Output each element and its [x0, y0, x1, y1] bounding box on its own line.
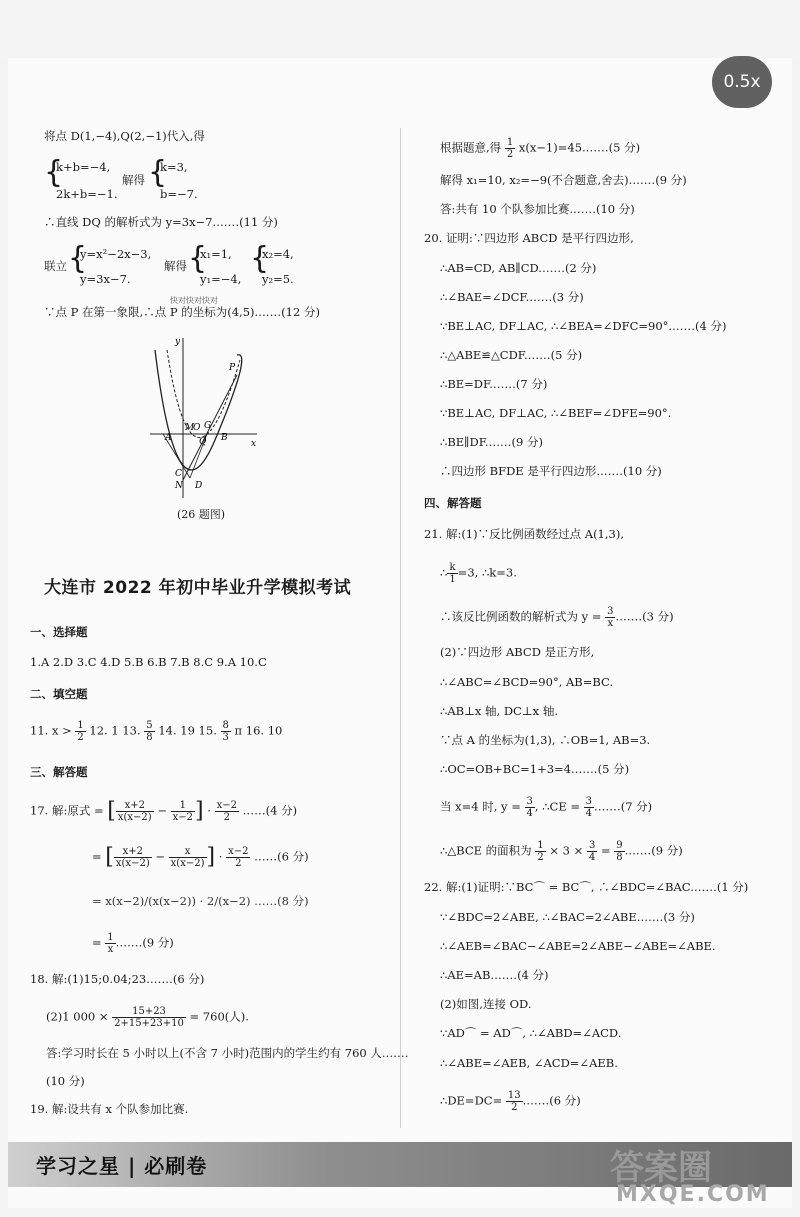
answer-line: ∴四边形 BFDE 是平行四边形.……(10 分) [440, 464, 662, 478]
equation: k+b=−4, [56, 160, 111, 174]
answer-line: ∴∠BAE=∠DCF.……(3 分) [440, 290, 584, 304]
fraction: $\frac{1}{x}$ [107, 932, 114, 955]
fill-item: 12. 1 13. [89, 723, 141, 738]
answer-line: 20. 证明:∵四边形 ABCD 是平行四边形, [424, 231, 634, 245]
equation: y₂=5. [262, 272, 294, 286]
answer-line: 18. 解:(1)15;0.04;23.……(6 分) [30, 972, 205, 986]
answer-line: ∴该反比例函数的解析式为 y = $\frac{3}{x}$ .……(3 分) [440, 606, 674, 629]
answer-line: ∵BE⊥AC, DF⊥AC, ∴∠BEF=∠DFE=90°. [440, 406, 672, 420]
label-y: y [175, 337, 181, 347]
fill-item: 11. x > [30, 723, 72, 738]
text-line: ∵点 P 在第一象限,∴点 P 的坐标为(4,5).……(12 分) [44, 305, 320, 319]
equation: y₁=−4, [200, 272, 242, 286]
fill-item: π 16. 10 [234, 723, 283, 738]
watermark-brand: 答案圈 [610, 1148, 712, 1188]
text-line: ∴直线 DQ 的解析式为 y=3x−7.……(11 分) [44, 215, 278, 229]
text-label: 解得 [122, 173, 145, 187]
fraction: $\frac{x-2}{2}$ [216, 800, 237, 823]
fraction: $\frac{3}{4}$ [526, 796, 533, 819]
fraction: $\frac{x-2}{2}$ [228, 846, 249, 869]
label-N: N [175, 481, 183, 491]
fraction: $\frac{3}{4}$ [585, 796, 593, 819]
fraction: $\frac{k}{1}$ [449, 562, 456, 585]
label-A: A [165, 433, 172, 443]
answer-line: (2)如图,连接 OD. [440, 997, 532, 1011]
answer-line: 21. 解:(1)∵反比例函数经过点 A(1,3), [424, 527, 624, 541]
equation: b=−7. [160, 187, 198, 201]
fraction: $\frac{9}{8}$ [616, 840, 623, 863]
text-line: 将点 D(1,−4),Q(2,−1)代入,得 [44, 129, 205, 143]
watermark-site: MXQE.COM [616, 1182, 770, 1207]
fraction: $\frac{3}{x}$ [607, 606, 614, 629]
answer-line: ∴ $\frac{k}{1}$ =3, ∴k=3. [440, 562, 517, 585]
answer-line: 17. 解:原式 = [ $\frac{x+2}{x(x-2)}$ − $\frac{1}{x-2}$ ] · $\frac{x-2}{2}$ ……(4 分) [30, 798, 298, 824]
answer-line: ∴AB=CD, AB∥CD.……(2 分) [440, 261, 597, 275]
equation: k=3, [160, 160, 188, 174]
fraction: $\frac{1}{2}$ [506, 137, 514, 160]
viewer-toolbar [0, 0, 800, 58]
brace: { [188, 241, 208, 276]
answer-line: (10 分) [46, 1074, 85, 1088]
fraction: $\frac{1}{2}$ [77, 720, 84, 743]
answer-line: ∴∠ABC=∠BCD=90°, AB=BC. [440, 675, 614, 689]
answer-line: ∴BE∥DF.……(9 分) [440, 435, 543, 449]
fraction: $\frac{13}{2}$ [507, 1090, 521, 1113]
fill-item: 14. 19 15. [158, 723, 217, 738]
brace: { [250, 241, 270, 276]
fraction: $\frac{8}{3}$ [222, 720, 229, 743]
answer-line: ∵BE⊥AC, DF⊥AC, ∴∠BEA=∠DFC=90°.……(4 分) [440, 319, 727, 333]
answer-line: ∴DE=DC= $\frac{13}{2}$ .……(6 分) [440, 1090, 581, 1113]
answer-line: ∴∠ABE=∠AEB, ∠ACD=∠AEB. [440, 1056, 618, 1070]
answer-line: ∴AB⊥x 轴, DC⊥x 轴. [440, 704, 558, 718]
answer-line: ∴OC=OB+BC=1+3=4.……(5 分) [440, 762, 630, 776]
answer-line: ∴△BCE 的面积为 $\frac{1}{2}$ × 3 × $\frac{3}{4}$ = $\frac{9}{8}$ .……(9 分) [440, 840, 683, 863]
fraction: $\frac{x+2}{x(x-2)}$ [115, 846, 150, 869]
label-P: P [229, 363, 236, 373]
fraction: $\frac{15+23}{2+15+23+10}$ [114, 1006, 184, 1029]
fraction: $\frac{3}{4}$ [588, 840, 596, 863]
zoom-level-button[interactable]: 0.5x [712, 56, 772, 108]
brace: { [44, 155, 64, 190]
watermark-text: 快对快对快对 [170, 296, 218, 305]
brace: { [68, 241, 88, 276]
exam-title: 大连市 2022 年初中毕业升学模拟考试 [44, 578, 352, 598]
answer-line: ∴∠AEB=∠BAC−∠ABE=2∠ABE−∠ABE=∠ABE. [440, 939, 716, 953]
answer-line: (2)1 000 × $\frac{15+23}{2+15+23+10}$ = 760(人). [46, 1006, 249, 1029]
label-M: M [185, 423, 195, 433]
answer-line [30, 720, 282, 743]
answer-line: = [ $\frac{x+2}{x(x-2)}$ − $\frac{x}{x(x-2)}$ ] · $\frac{x-2}{2}$ ……(6 分) [92, 844, 309, 870]
fraction: $\frac{1}{x-2}$ [172, 800, 194, 823]
label-B: B [221, 433, 228, 443]
section-heading: 一、选择题 [30, 625, 88, 639]
answer-line: ∴BE=DF.……(7 分) [440, 377, 548, 391]
answer-line: 1.A 2.D 3.C 4.D 5.B 6.B 7.B 8.C 9.A 10.C [30, 655, 267, 669]
equation: 2k+b=−1. [56, 187, 118, 201]
answer-line: 根据题意,得 $\frac{1}{2}$ x(x−1)=45.……(5 分) [440, 137, 641, 160]
fraction: $\frac{x+2}{x(x-2)}$ [117, 800, 152, 823]
equation: x₁=1, [200, 247, 232, 261]
label-G: G [204, 421, 212, 431]
answer-line: ∵∠BDC=2∠ABE, ∴∠BAC=2∠ABE.……(3 分) [440, 910, 695, 924]
answer-line: ∵AD⌒ = AD⌒, ∴∠ABD=∠ACD. [440, 1026, 622, 1040]
section-heading: 四、解答题 [424, 496, 482, 510]
answer-line: 答:共有 10 个队参加比赛.……(10 分) [440, 202, 635, 216]
equation: y=3x−7. [80, 272, 131, 286]
answer-line: ∴AE=AB.……(4 分) [440, 968, 549, 982]
answer-line-smudged: = x(x−2)/(x(x−2)) · 2/(x−2) ……(8 分) [92, 894, 309, 908]
text-label: 解得 [164, 259, 187, 273]
brace: { [148, 155, 168, 190]
equation: y=x²−2x−3, [80, 247, 152, 261]
equation: x₂=4, [262, 247, 294, 261]
answer-line: ∵点 A 的坐标为(1,3), ∴OB=1, AB=3. [440, 733, 651, 747]
label-O: O [193, 423, 201, 433]
answer-line: 解得 x₁=10, x₂=−9(不合题意,舍去).……(9 分) [440, 173, 687, 187]
fraction: $\frac{5}{8}$ [146, 720, 153, 743]
label-D: D [195, 481, 203, 491]
text-label: 联立 [44, 259, 67, 273]
book-title: 学习之星 | 必刷卷 [36, 1154, 208, 1178]
answer-line: 答:学习时长在 5 小时以上(不含 7 小时)范围内的学生约有 760 人.…… [46, 1046, 409, 1060]
label-x: x [251, 439, 257, 449]
section-heading: 三、解答题 [30, 765, 88, 779]
label-C: C [175, 469, 182, 479]
section-heading: 二、填空题 [30, 687, 88, 701]
fraction: $\frac{1}{2}$ [537, 840, 544, 863]
answer-line: 当 x=4 时, y = $\frac{3}{4}$ , ∴CE = $\frac{3}{4}$ .……(7 分) [440, 796, 653, 819]
parabola-graph [145, 330, 275, 500]
fraction: $\frac{x}{x(x-2)}$ [170, 846, 205, 869]
column-divider [400, 128, 401, 1128]
label-Q: Q [199, 437, 207, 447]
answer-line: (2)∵四边形 ABCD 是正方形, [440, 645, 595, 659]
answer-line: 19. 解:设共有 x 个队参加比赛. [30, 1102, 189, 1116]
answer-line: 22. 解:(1)证明:∵BC⌒ = BC⌒, ∴∠BDC=∠BAC.……(1 分) [424, 880, 749, 894]
answer-line: = $\frac{1}{x}$ .……(9 分) [92, 932, 174, 955]
figure-caption: (26 题图) [177, 508, 226, 521]
answer-line: ∴△ABE≌△CDF.……(5 分) [440, 348, 583, 362]
